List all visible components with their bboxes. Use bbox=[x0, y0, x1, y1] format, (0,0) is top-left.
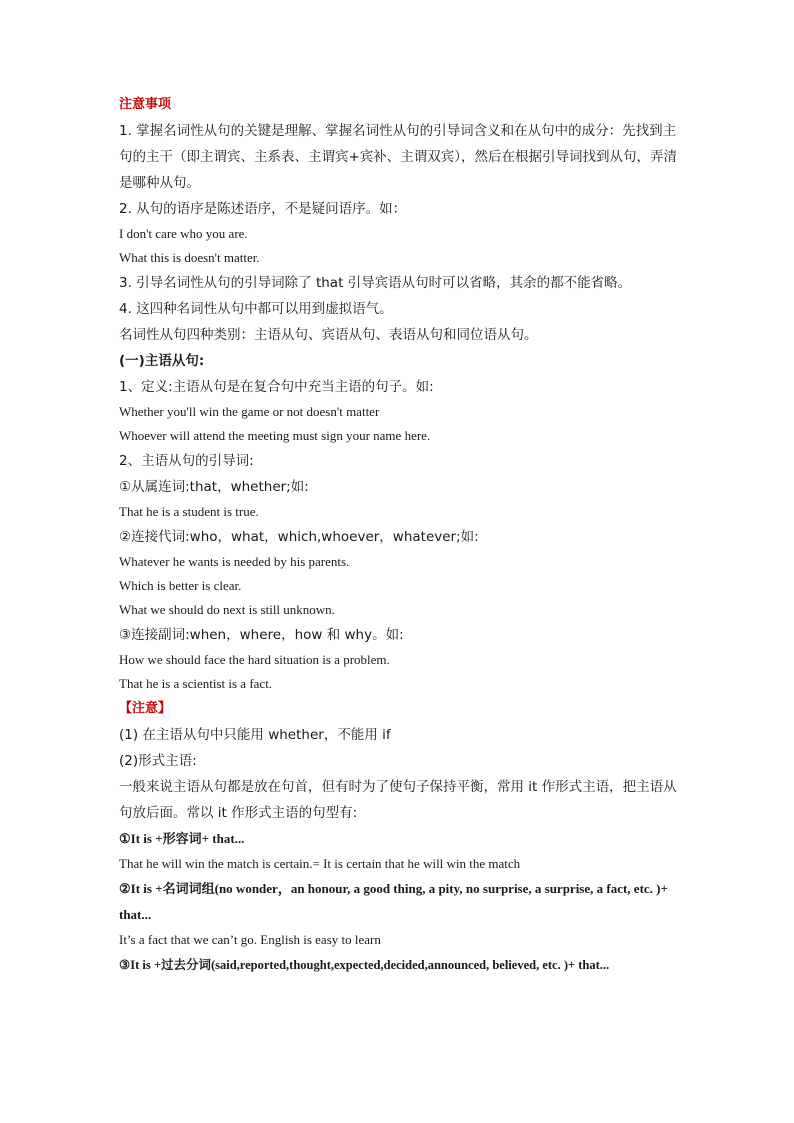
note-2: 2. 从句的语序是陈述语序，不是疑问语序。如： bbox=[119, 201, 407, 217]
pattern-1: ①It is +形容词+ that... bbox=[119, 831, 245, 846]
document-body bbox=[119, 92, 689, 978]
pattern-2-example: It’s a fact that we can’t go. English is easy to learn bbox=[119, 932, 381, 947]
definition-example-b: Whoever will attend the meeting must sign your name here. bbox=[119, 428, 431, 443]
pattern-1-example: That he will win the match is certain.= It is certain that he will win the match bbox=[119, 856, 521, 871]
definition-example-a: Whether you'll win the game or not doesn't matter bbox=[119, 404, 380, 419]
section-1-title: (一)主语从句: bbox=[119, 353, 205, 369]
note-1: 1. 掌握名词性从句的关键是理解、掌握名词性从句的引导词含义和在从句中的成分：先找到主句的主干（即主谓宾、主系表、主谓宾+宾补、主谓双宾），然后在根据引导词找到从句，弄清是哪种从句。 bbox=[119, 123, 678, 191]
pattern-2: ②It is +名词词组(no wonder，an honour, a good thing, a pity, no surprise, a surprise, a fact, etc. )+ that... bbox=[119, 881, 668, 922]
subordinator-2-example-b: Which is better is clear. bbox=[119, 578, 242, 593]
formal-subject-text: 一般来说主语从句都是放在句首，但有时为了使句子保持平衡，常用 it 作形式主语，把主语从句放后面。常以 it 作形式主语的句型有: bbox=[119, 779, 677, 821]
pattern-3: ③It is +过去分词(said,reported,thought,expected,decided,announced, believed, etc. )+ that... bbox=[119, 958, 610, 972]
note-4: 4. 这四种名词性从句中都可以用到虚拟语气。 bbox=[119, 301, 393, 317]
categories-text: 名词性从句四种类别：主语从句、宾语从句、表语从句和同位语从句。 bbox=[119, 327, 538, 343]
note-3: 3. 引导名词性从句的引导词除了 that 引导宾语从句时可以省略，其余的都不能省略。 bbox=[119, 275, 632, 291]
subordinator-2-example-a: Whatever he wants is needed by his parents. bbox=[119, 554, 350, 569]
definition-text: 1、定义:主语从句是在复合句中充当主语的句子。如: bbox=[119, 379, 434, 395]
subordinator-3: ③连接副词:when，where，how 和 why。如: bbox=[119, 627, 404, 643]
subordinator-1: ①从属连词:that，whether;如: bbox=[119, 479, 309, 495]
attention-2: (2)形式主语: bbox=[119, 753, 197, 769]
notes-heading: 注意事项 bbox=[119, 97, 172, 112]
attention-label: 【注意】 bbox=[119, 701, 172, 716]
subordinator-1-example: That he is a student is true. bbox=[119, 504, 259, 519]
introducers-title: 2、主语从句的引导词: bbox=[119, 453, 254, 469]
subordinator-2: ②连接代词:who，what，which,whoever，whatever;如: bbox=[119, 529, 479, 545]
subordinator-3-example-a: How we should face the hard situation is a problem. bbox=[119, 652, 390, 667]
subordinator-2-example-c: What we should do next is still unknown. bbox=[119, 602, 335, 617]
example-2a: I don't care who you are. bbox=[119, 226, 248, 241]
attention-1: (1) 在主语从句中只能用 whether，不能用 if bbox=[119, 727, 391, 743]
example-2b: What this is doesn't matter. bbox=[119, 250, 260, 265]
subordinator-3-example-b: That he is a scientist is a fact. bbox=[119, 676, 273, 691]
